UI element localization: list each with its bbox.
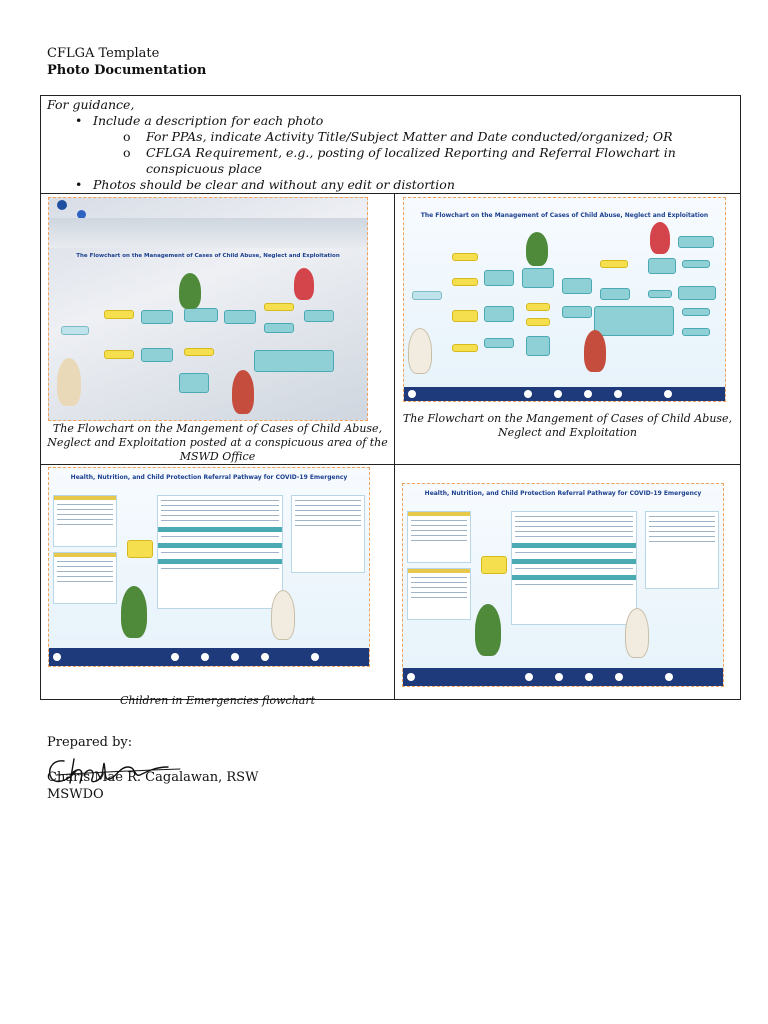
guidance-sub-2: o CFLGA Requirement, e.g., posting of localized Reporting and Referral Flowchart in conspicuous place: [47, 145, 734, 177]
flow-box: [678, 286, 716, 300]
flow-box: [562, 278, 592, 294]
child-illustration: [584, 330, 606, 372]
guidance-block: [41, 96, 740, 194]
poster-title: Health, Nutrition, and Child Protection Referral Pathway for COVID-19 Emergency: [70, 474, 348, 481]
referral-column: [157, 495, 283, 609]
photo-cell-2: [395, 194, 740, 464]
logo-icon: [201, 653, 209, 661]
logo-icon: [554, 390, 562, 398]
pushpin-icon: [57, 200, 67, 210]
poster-title: The Flowchart on the Management of Cases of Child Abuse, Neglect and Exploitation: [420, 212, 709, 219]
guidance-intro: For guidance,: [47, 97, 135, 112]
flow-box: [484, 306, 514, 322]
flow-box: [264, 323, 294, 333]
referral-list: [407, 511, 471, 563]
poster-title: Health, Nutrition, and Child Protection Referral Pathway for COVID-19 Emergency: [424, 490, 702, 497]
flow-box: [104, 310, 134, 319]
logo-icon: [524, 390, 532, 398]
flow-box: [526, 303, 550, 311]
flow-box: [179, 373, 209, 393]
flow-box: [594, 306, 674, 336]
child-illustration: [625, 608, 649, 658]
flow-box: [254, 350, 334, 372]
guidance-bullet-1: • Include a description for each photo: [47, 113, 734, 129]
child-illustration: [526, 232, 548, 266]
flow-box: [648, 290, 672, 298]
logo-icon: [555, 673, 563, 681]
photo-caption-1: The Flowchart on the Mangement of Cases of Child Abuse, Neglect and Exploitation posted at a conspicuous area of the MSWD Office: [47, 422, 388, 463]
flow-box: [522, 268, 554, 288]
partner-logos-bar: [49, 648, 369, 666]
logo-icon: [525, 673, 533, 681]
flow-box: [127, 540, 153, 558]
flow-box: [264, 303, 294, 311]
photo-posted-flowchart: [48, 197, 368, 421]
page-title: Photo Documentation: [47, 63, 207, 78]
referral-column: [291, 495, 365, 573]
photo-caption-2: The Flowchart on the Mangement of Cases of Child Abuse, Neglect and Exploitation: [402, 412, 733, 439]
child-illustration: [232, 370, 254, 414]
logo-icon: [614, 390, 622, 398]
signatory-position: MSWDO: [47, 787, 104, 802]
flow-box: [104, 350, 134, 359]
document-header: [47, 45, 206, 79]
flow-box: [412, 291, 442, 300]
flow-box: [484, 270, 514, 286]
flow-box: [452, 278, 478, 286]
flow-box: [678, 236, 714, 248]
flow-box: [682, 260, 710, 268]
flow-box: [484, 338, 514, 348]
flow-box: [184, 308, 218, 322]
flow-box: [452, 310, 478, 322]
wall-background: [49, 218, 368, 248]
referral-column: [511, 511, 637, 625]
photo-cell-3: [41, 465, 394, 707]
poster-title: The Flowchart on the Management of Cases of Child Abuse, Neglect and Exploitation: [76, 253, 340, 259]
logo-icon: [231, 653, 239, 661]
child-illustration: [57, 358, 81, 406]
flow-box: [452, 253, 478, 261]
flow-box: [184, 348, 214, 356]
referral-list: [53, 495, 117, 547]
guidance-bullet-2: • Photos should be clear and without any edit or distortion: [47, 177, 734, 193]
logo-icon: [311, 653, 319, 661]
logo-icon: [664, 390, 672, 398]
flow-box: [481, 556, 507, 574]
logo-icon: [584, 390, 592, 398]
logo-icon: [665, 673, 673, 681]
child-illustration: [179, 273, 201, 309]
child-illustration: [271, 590, 295, 640]
flow-box: [600, 288, 630, 300]
flow-box: [526, 318, 550, 326]
child-illustration: [650, 222, 670, 254]
flow-box: [224, 310, 256, 324]
referral-pathway-image-2: [402, 483, 724, 687]
logo-icon: [171, 653, 179, 661]
signatory-block: [47, 769, 258, 803]
referral-list: [53, 552, 117, 604]
logo-icon: [53, 653, 61, 661]
signatory-name: Charis Mae R. Cagalawan, RSW: [47, 770, 259, 785]
flow-box: [682, 328, 710, 336]
flow-box: [141, 348, 173, 362]
logo-icon: [585, 673, 593, 681]
flow-box: [452, 344, 478, 352]
logo-icon: [615, 673, 623, 681]
flow-box: [61, 326, 89, 335]
flow-box: [304, 310, 334, 322]
partner-logos-bar: [403, 668, 723, 686]
flow-box: [648, 258, 676, 274]
template-title: CFLGA Template: [47, 46, 160, 61]
logo-icon: [408, 390, 416, 398]
photo-caption-3: Children in Emergencies flowchart: [119, 694, 316, 707]
guidance-sub-1: o For PPAs, indicate Activity Title/Subject Matter and Date conducted/organized; OR: [47, 129, 734, 145]
child-illustration: [408, 328, 432, 374]
flow-box: [141, 310, 173, 324]
digital-flowchart-image: [403, 197, 726, 402]
photo-cell-1: [41, 194, 394, 464]
photo-cell-4: [395, 465, 740, 700]
child-illustration: [121, 586, 147, 638]
prepared-by-label: Prepared by:: [47, 735, 133, 750]
referral-pathway-image: [48, 467, 370, 667]
partner-logos-bar: [404, 387, 725, 401]
logo-icon: [407, 673, 415, 681]
flow-box: [600, 260, 628, 268]
referral-list: [407, 568, 471, 620]
photo-documentation-table: [40, 95, 741, 707]
flow-box: [526, 336, 550, 356]
referral-column: [645, 511, 719, 589]
child-illustration: [475, 604, 501, 656]
logo-icon: [261, 653, 269, 661]
flow-box: [562, 306, 592, 318]
child-illustration: [294, 268, 314, 300]
flow-box: [682, 308, 710, 316]
